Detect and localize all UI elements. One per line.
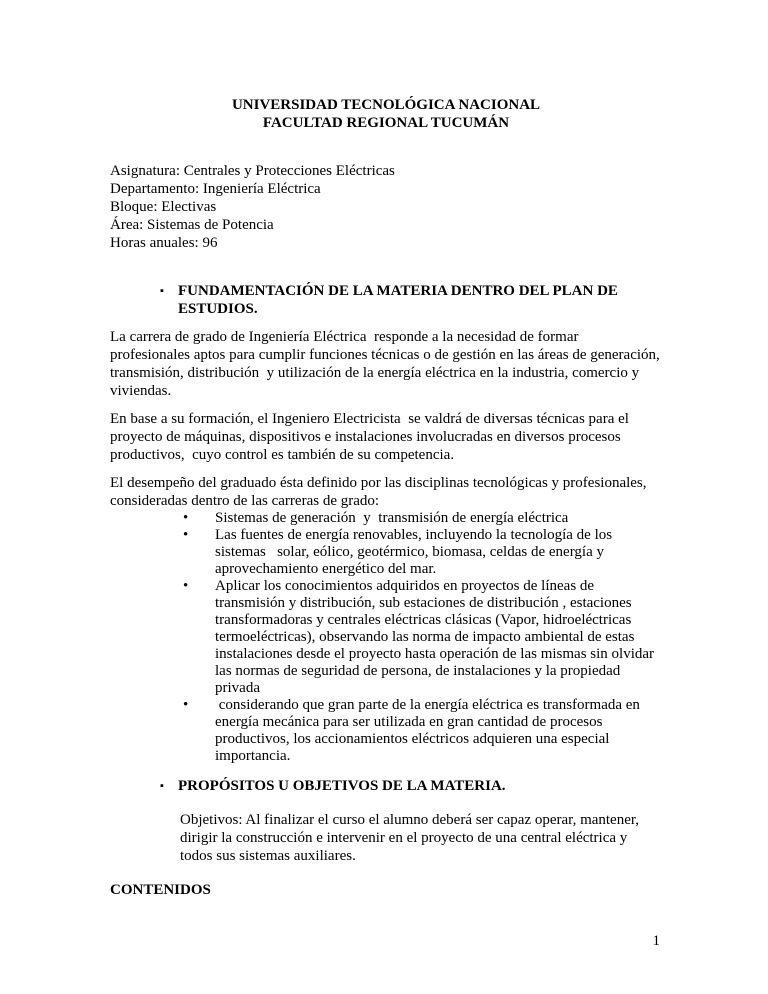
square-bullet-icon: ▪ xyxy=(160,780,164,792)
list-item-text: Aplicar los conocimientos adquiridos en proyectos de líneas de transmisión y distribución, sub estaciones de distribución , estaciones transformadoras y centrales eléctricas clásicas (Vapor, hidroeléctricas termoeléctricas), observando las norma de impacto ambiental de estas instalaciones desde el proyecto hasta operación de las mismas sin olvidar las normas de seguridad de persona, de instalaciones y la propiedad privada xyxy=(215,578,658,696)
bullet-icon: • xyxy=(183,527,189,543)
list-item-text: Sistemas de generación y transmisión de energía eléctrica xyxy=(215,510,569,526)
document-header xyxy=(110,96,662,132)
bullet-icon: • xyxy=(183,697,189,713)
course-info-bloque: Bloque: Electivas xyxy=(110,199,217,215)
list-item xyxy=(183,578,662,697)
page-number: 1 xyxy=(652,933,660,949)
paragraph-carrera: La carrera de grado de Ingeniería Eléctrica responde a la necesidad de formar profesionales aptos para cumplir funciones técnicas o de gestión en las áreas de generación, transmisión, distribución y utilización de la energía eléctrica en la industria, comercio y viviendas. xyxy=(110,329,664,399)
paragraph-formacion: En base a su formación, el Ingeniero Electricista se valdrá de diversas técnicas para el proyecto de máquinas, dispositivos e instalaciones involucradas en diversos procesos productivos, cuyo control es también de su competencia. xyxy=(110,411,633,463)
course-info-block xyxy=(110,162,662,252)
university-title: UNIVERSIDAD TECNOLÓGICA NACIONAL xyxy=(231,97,541,113)
course-info-horas: Horas anuales: 96 xyxy=(110,235,218,251)
square-bullet-icon: ▪ xyxy=(160,285,164,297)
bullet-icon: • xyxy=(183,578,189,594)
course-info-departamento: Departamento: Ingeniería Eléctrica xyxy=(110,181,321,197)
list-item xyxy=(183,527,662,578)
list-item xyxy=(183,510,662,527)
course-info-asignatura: Asignatura: Centrales y Protecciones Eléctricas xyxy=(110,163,395,179)
bullet-list xyxy=(110,510,662,765)
course-info-area: Área: Sistemas de Potencia xyxy=(110,217,274,233)
section-heading-propositos xyxy=(160,777,662,795)
list-item-text: considerando que gran parte de la energía eléctrica es transformada en energía mecánica para ser utilizada en gran cantidad de procesos productivos, los accionamientos eléctricos adquieren una especial importancia. xyxy=(215,697,644,764)
section-heading-fundamentacion xyxy=(160,282,662,318)
faculty-title: FACULTAD REGIONAL TUCUMÁN xyxy=(262,115,510,131)
bullet-icon: • xyxy=(183,510,189,526)
list-item-text: Las fuentes de energía renovables, incluyendo la tecnología de los sistemas solar, eólico, geotérmico, biomasa, celdas de energía y aprovechamiento energético del mar. xyxy=(215,527,616,577)
paragraph-desempeno: El desempeño del graduado ésta definido por las disciplinas tecnológicas y profesionales, consideradas dentro de las carreras de grado: xyxy=(110,475,651,509)
section-title: PROPÓSITOS U OBJETIVOS DE LA MATERIA. xyxy=(178,778,506,794)
paragraph-objetivos: Objetivos: Al finalizar el curso el alumno deberá ser capaz operar, mantener, dirigir la construcción e intervenir en el proyecto de una central eléctrica y todos sus sistemas auxiliares. xyxy=(180,812,643,864)
contenidos-heading: CONTENIDOS xyxy=(110,882,211,898)
section-title: FUNDAMENTACIÓN DE LA MATERIA DENTRO DEL PLAN DE ESTUDIOS. xyxy=(178,283,622,317)
list-item xyxy=(183,697,662,765)
